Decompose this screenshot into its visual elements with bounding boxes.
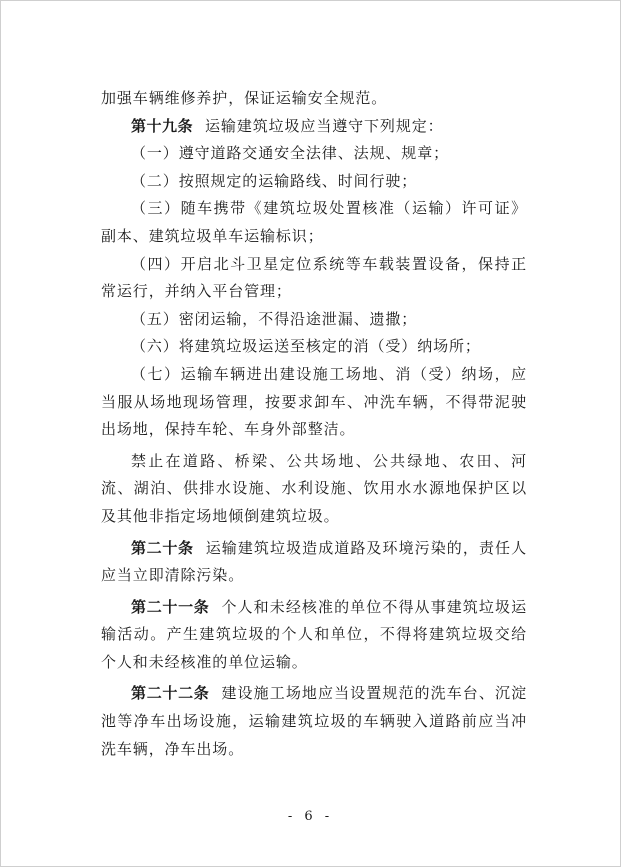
paragraph: [101, 680, 527, 763]
paragraph: [101, 306, 527, 334]
paragraph-text: 运输建筑垃圾造成道路及环境污染的，责任人应当立即清除污染。: [101, 538, 527, 585]
paragraph: [101, 594, 527, 677]
paragraph-text: （二）按照规定的运输路线、时间行驶；: [131, 171, 418, 190]
paragraph: [101, 85, 527, 113]
paragraph-text: 加强车辆维修养护，保证运输安全规范。: [101, 89, 388, 107]
paragraph-text: 建设施工场地应当设置规范的洗车台、沉淀池等净车出场设施，运输建筑垃圾的车辆驶入道路前应当冲洗车辆，净车出场。: [101, 684, 527, 758]
paragraph-text: （七）运输车辆进出建设施工场地、消（受）纳场，应当服从场地现场管理，按要求卸车、冲洗车辆，不得带泥驶出场地，保持车轮、车身外部整洁。: [101, 364, 527, 439]
paragraph: [101, 333, 527, 361]
paragraph: [101, 140, 527, 168]
paragraph-text: （四）开启北斗卫星定位系统等车载装置设备，保持正常运行，并纳入平台管理；: [101, 254, 527, 301]
paragraph-text: （五）密闭运输，不得沿途泄漏、遗撒；: [131, 309, 418, 328]
paragraph: [101, 168, 527, 196]
paragraph: [101, 535, 527, 590]
paragraph-text: （三）随车携带《建筑垃圾处置核准（运输）许可证》副本、建筑垃圾单车运输标识；: [101, 199, 527, 245]
paragraph-text: 禁止在道路、桥梁、公共场地、公共绿地、农田、河流、湖泊、供排水设施、水利设施、饮用水水源地保护区以及其他非指定场地倾倒建筑垃圾。: [101, 451, 527, 525]
paragraph: [101, 361, 527, 444]
paragraph-text: （一）遵守道路交通安全法律、法规、规章；: [131, 144, 450, 163]
paragraph: [101, 195, 527, 250]
page-number: - 6 -: [287, 809, 334, 824]
article-title: 第二十条: [131, 538, 194, 557]
paragraph-text: 个人和未经核准的单位不得从事建筑垃圾运输活动。产生建筑垃圾的个人和单位，不得将建筑垃圾交给个人和未经核准的单位运输。: [101, 597, 527, 671]
article-title: 第十九条: [131, 116, 194, 135]
document-body: [101, 85, 527, 763]
paragraph-text: （六）将建筑垃圾运送至核定的消（受）纳场所；: [131, 337, 481, 356]
paragraph: [101, 448, 527, 531]
paragraph: [101, 113, 527, 141]
article-title: 第二十二条: [131, 684, 210, 703]
paragraph-text: 运输建筑垃圾应当遵守下列规定：: [205, 116, 444, 135]
article-title: 第二十一条: [131, 597, 210, 616]
paragraph: [101, 251, 527, 306]
